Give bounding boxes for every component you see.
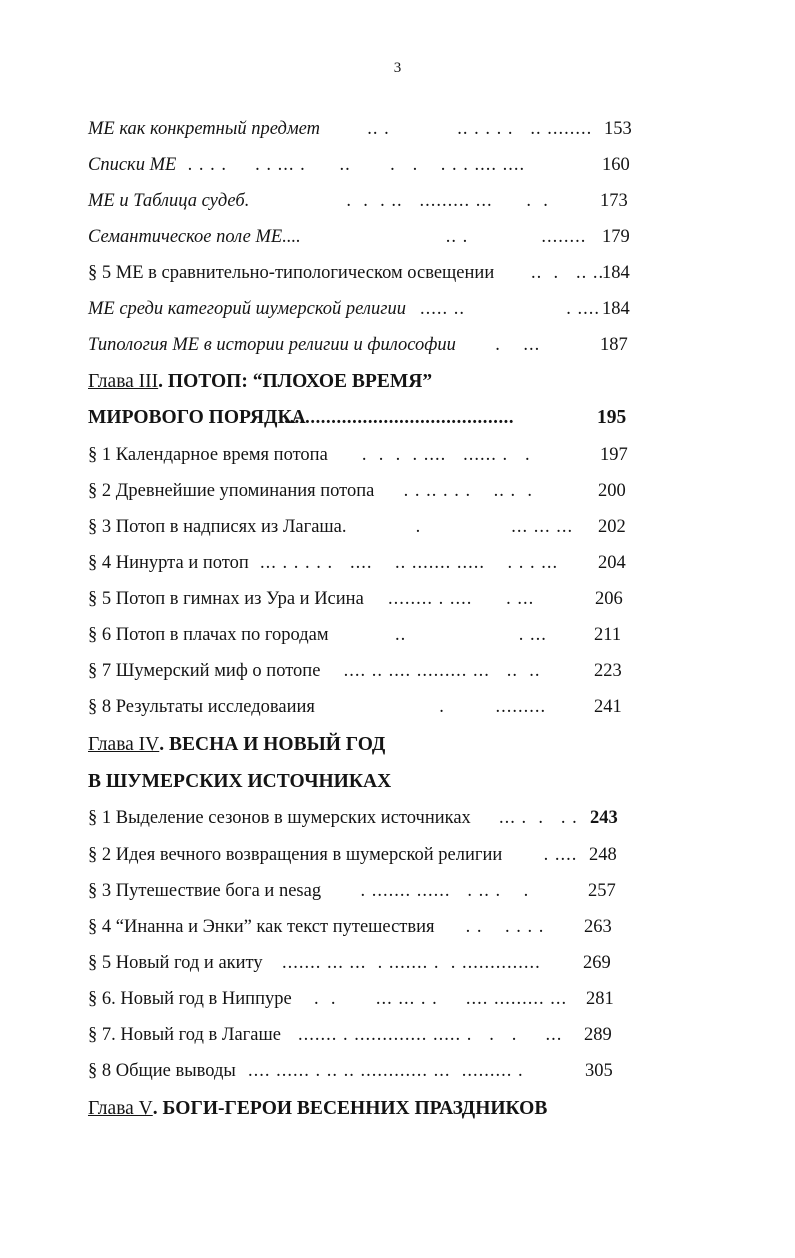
entry-page: 197: [600, 445, 628, 465]
entry-page: 263: [584, 917, 612, 937]
leader-dots: . . . . .... ...... . .: [345, 445, 531, 465]
toc-entry: [88, 620, 329, 650]
leader-dots: .. . ...: [350, 625, 547, 645]
entry-page: 204: [598, 553, 626, 573]
leader-dots: ... . . . .: [499, 808, 578, 828]
entry-page: 289: [584, 1025, 612, 1045]
toc-entry: [88, 876, 321, 906]
entry-title: Семантическое поле МЕ....: [88, 227, 301, 247]
chapter-title: . БОГИ-ГЕРОИ ВЕСЕННИХ ПРАЗДНИКОВ: [152, 1098, 548, 1119]
chapter-subtitle: В ШУМЕРСКИХ ИСТОЧНИКАХ: [88, 771, 392, 792]
entry-title: § 4 Нинурта и потоп: [88, 553, 249, 573]
toc-entry: [88, 803, 471, 833]
leader-dots: . . . . . . ... . .. . . . . . .... ....: [182, 155, 526, 175]
entry-title: § 1 Календарное время потопа: [88, 445, 328, 465]
toc-entry: [88, 948, 263, 978]
leader-dots: .. . ........: [322, 227, 587, 247]
toc-entry: [88, 403, 306, 433]
leader-dots: . .........: [338, 697, 547, 717]
leader-dots: . ....... ...... . .. . .: [338, 881, 530, 901]
entry-page: 160: [602, 155, 630, 175]
entry-title: МЕ как конкретный предмет: [88, 119, 320, 139]
entry-title: МИРОВОГО ПОРЯДКА: [88, 407, 306, 428]
entry-page: 200: [598, 481, 626, 501]
entry-page: 281: [586, 989, 614, 1009]
leader-dots: . ... ... ...: [365, 517, 574, 537]
entry-title: МЕ и Таблица судеб.: [88, 191, 250, 211]
toc-entry: [88, 912, 435, 942]
leader-dots: . . . .. ......... ... . .: [262, 191, 549, 211]
entry-page: 206: [595, 589, 623, 609]
toc-entry: [88, 294, 406, 324]
toc-entry: [88, 114, 320, 144]
chapter-heading: [88, 366, 432, 398]
toc-entry: [88, 656, 320, 686]
toc-entry: [88, 440, 328, 470]
chapter-label: Глава IV: [88, 734, 160, 755]
entry-page: 179: [602, 227, 630, 247]
entry-title: Списки МЕ: [88, 155, 177, 175]
entry-page: 184: [602, 299, 630, 319]
toc-entry: [88, 584, 364, 614]
leader-dots: . . . . . .: [460, 917, 545, 937]
entry-title: § 3 Потоп в надписях из Лагаша.: [88, 517, 347, 537]
toc-entry: [88, 1020, 281, 1050]
leader-dots: . . .. . . . .. . .: [398, 481, 533, 501]
entry-page: 202: [598, 517, 626, 537]
entry-title: § 7. Новый год в Лагаше: [88, 1025, 281, 1045]
entry-page: 305: [585, 1061, 613, 1081]
toc-entry: [88, 548, 249, 578]
entry-title: § 6. Новый год в Ниппуре: [88, 989, 292, 1009]
leader-dots: ........ . .... . ...: [388, 589, 535, 609]
leader-dots: ... . . . . . .... .. ....... ..... . . . ...: [260, 553, 559, 573]
entry-title: § 5 Новый год и акиту: [88, 953, 263, 973]
entry-title: § 8 Результаты исследоваиия: [88, 697, 315, 717]
chapter-label: Глава V: [88, 1098, 153, 1119]
toc-entry: [88, 840, 502, 870]
chapter-heading: [88, 1093, 547, 1125]
entry-title: § 7 Шумерский миф о потопе: [88, 661, 321, 681]
entry-title: § 2 Древнейшие упоминания потопа: [88, 481, 375, 501]
entry-page: 257: [588, 881, 616, 901]
leader-dots: ....... ... ... . ....... . . ..............: [282, 953, 541, 973]
entry-page: 269: [583, 953, 611, 973]
leader-dots: .. . .. ..: [531, 263, 605, 283]
chapter-title: . ВЕСНА И НОВЫЙ ГОД: [159, 734, 386, 755]
entry-page: 248: [589, 845, 617, 865]
chapter-label: Глава III: [88, 371, 159, 392]
toc-entry: [88, 1056, 236, 1086]
leader-dots: . ...: [484, 335, 541, 355]
entry-page: 187: [600, 335, 628, 355]
entry-page: 223: [594, 661, 622, 681]
entry-page: 173: [600, 191, 628, 211]
toc-entry: [88, 258, 494, 288]
entry-title: Типология МЕ в истории религии и философии: [88, 335, 456, 355]
page-number: 3: [393, 60, 402, 76]
entry-title: § 5 МЕ в сравнительно-типологическом освещении: [88, 263, 495, 283]
leader-dots: .... .. .... ......... ... .. ..: [338, 661, 541, 681]
toc-entry: [88, 330, 456, 360]
chapter-title: . ПОТОП: “ПЛОХОЕ ВРЕМЯ”: [158, 371, 433, 392]
leader-dots: .... ...... . .. .. ............ ... ......... .: [248, 1061, 524, 1081]
toc-entry: [88, 512, 347, 542]
entry-page: 241: [594, 697, 622, 717]
entry-title: § 1 Выделение сезонов в шумерских источниках: [88, 808, 471, 828]
toc-entry: [88, 222, 301, 252]
entry-title: § 2 Идея вечного возвращения в шумерской религии: [88, 845, 503, 865]
leader-dots: . ....: [538, 845, 578, 865]
toc-entry: [88, 984, 292, 1014]
leader-dots: ..... .. . ....: [420, 299, 600, 319]
entry-title: § 6 Потоп в плачах по городам: [88, 625, 329, 645]
leader-dots: . . ... ... . . .... ......... ...: [314, 989, 568, 1009]
leader-dots: .............................................: [279, 408, 515, 428]
toc-entry: [88, 150, 176, 180]
entry-page: 195: [597, 407, 627, 428]
entry-title: § 8 Общие выводы: [88, 1061, 236, 1081]
entry-page: 211: [594, 625, 622, 645]
entry-title: § 5 Потоп в гимнах из Ура и Исина: [88, 589, 364, 609]
toc-entry: [88, 186, 249, 216]
entry-title: МЕ среди категорий шумерской религии: [88, 299, 406, 319]
entry-title: § 3 Путешествие бога и nesag: [88, 881, 322, 901]
chapter-heading: [88, 729, 385, 761]
entry-page: 184: [602, 263, 630, 283]
toc-entry: [88, 692, 315, 722]
leader-dots: .. . .. . . . . .. ........: [356, 119, 593, 139]
toc-entry: [88, 476, 374, 506]
entry-title: § 4 “Инанна и Энки” как текст путешествия: [88, 917, 435, 937]
leader-dots: ....... . ............. ..... . . . ...: [298, 1025, 563, 1045]
entry-page: 153: [604, 119, 632, 139]
entry-page: 243: [590, 808, 618, 828]
